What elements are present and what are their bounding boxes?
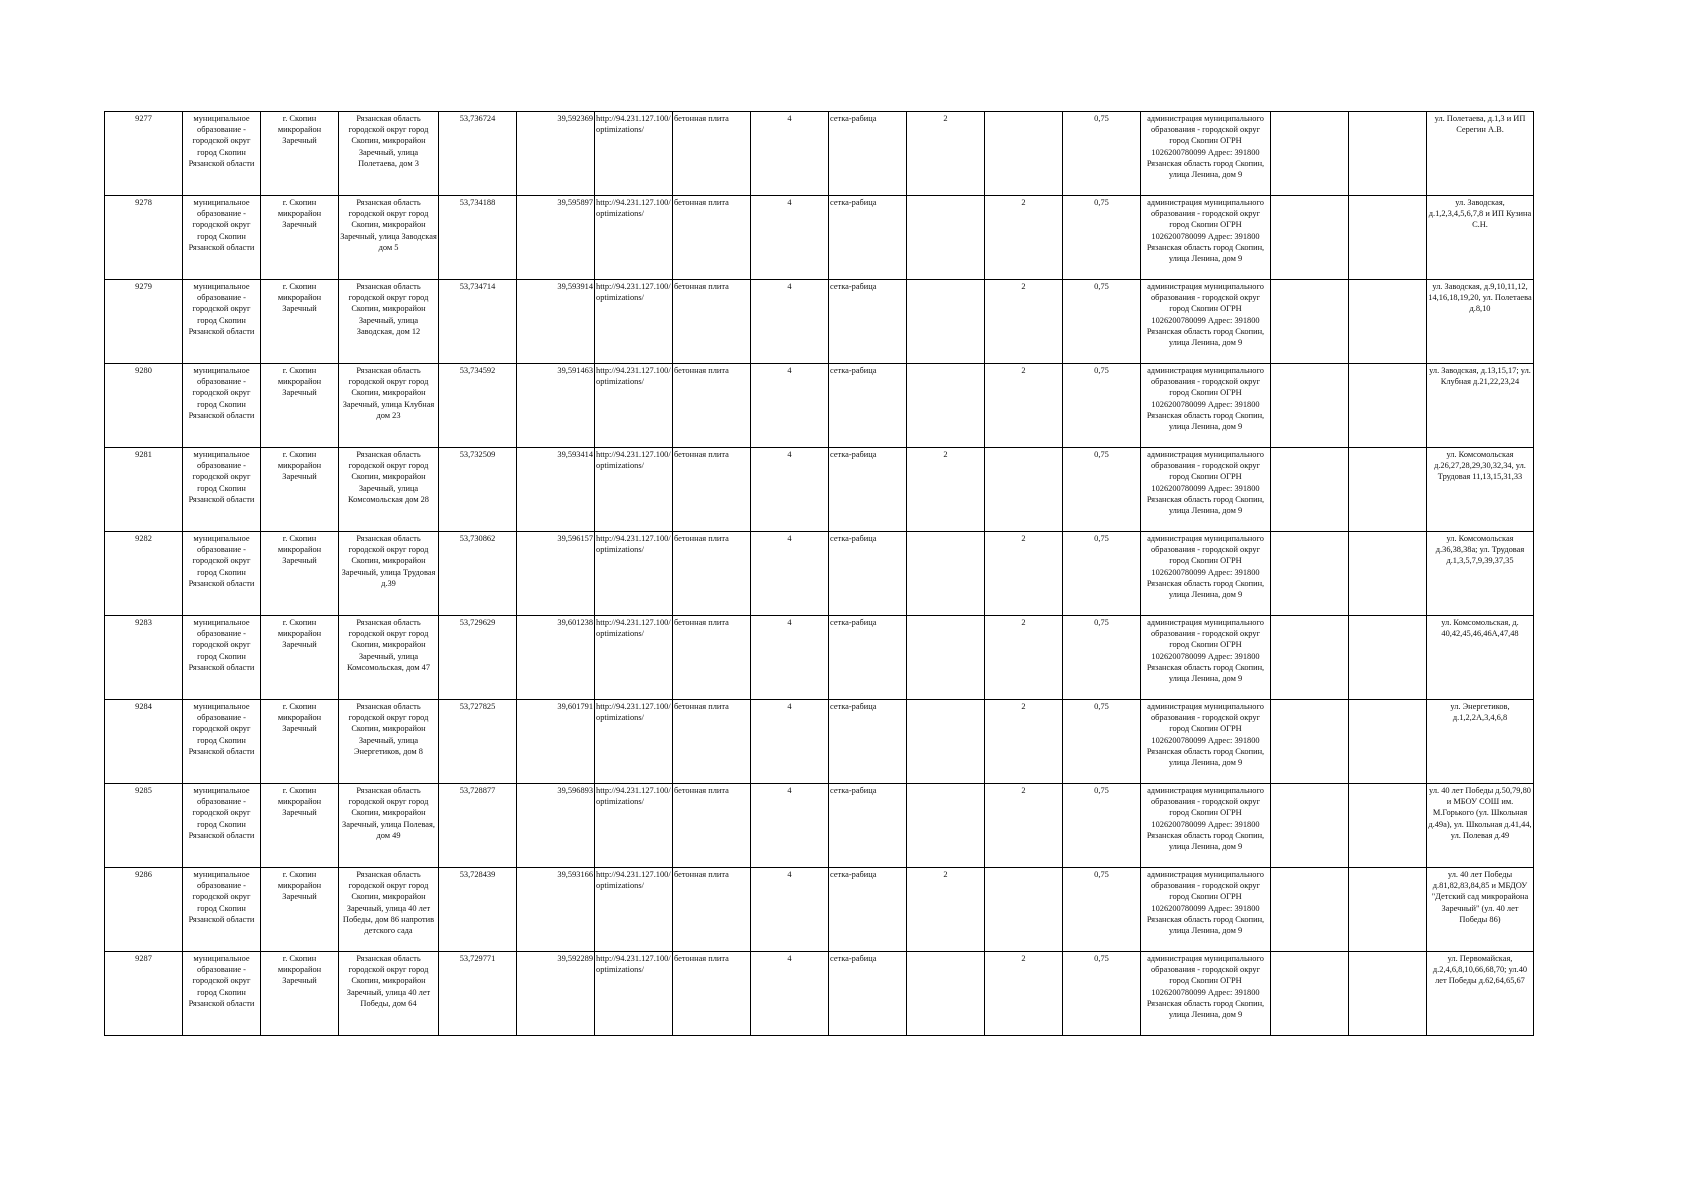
table-row bbox=[105, 532, 1534, 616]
longitude-cell: 39,593914 bbox=[517, 280, 595, 364]
table-row bbox=[105, 616, 1534, 700]
photo-link-cell[interactable]: http://94.231.127.100/optimizations/ bbox=[595, 196, 673, 280]
address-cell: Рязанская область городской округ город Скопин, микрорайон Заречный, улица Клубная дом 23 bbox=[339, 364, 439, 448]
photo-link-cell[interactable]: http://94.231.127.100/optimizations/ bbox=[595, 532, 673, 616]
district-cell: г. Скопин микрорайон Заречный bbox=[261, 700, 339, 784]
container-count-cell bbox=[907, 784, 985, 868]
surface-cell: бетонная плита bbox=[673, 532, 751, 616]
row-number-cell: 9286 bbox=[105, 868, 183, 952]
area-cell: 4 bbox=[751, 448, 829, 532]
surface-cell: бетонная плита bbox=[673, 868, 751, 952]
latitude-cell: 53,728877 bbox=[439, 784, 517, 868]
area-cell: 4 bbox=[751, 868, 829, 952]
longitude-cell: 39,596893 bbox=[517, 784, 595, 868]
fence-cell: сетка-рабица bbox=[829, 784, 907, 868]
latitude-cell: 53,734592 bbox=[439, 364, 517, 448]
photo-link-cell[interactable]: http://94.231.127.100/optimizations/ bbox=[595, 952, 673, 1036]
latitude-cell: 53,736724 bbox=[439, 112, 517, 196]
container-count-cell bbox=[907, 952, 985, 1036]
district-cell: г. Скопин микрорайон Заречный bbox=[261, 196, 339, 280]
container-count-alt-cell: 2 bbox=[985, 196, 1063, 280]
container-count-cell: 2 bbox=[907, 448, 985, 532]
holder-cell: администрация муниципального образования - городской округ город Скопин ОГРН 1026200780099 Адрес: 391800 Рязанская область город Скопин, улица Ленина, дом 9 bbox=[1141, 532, 1271, 616]
fence-cell: сетка-рабица bbox=[829, 616, 907, 700]
container-count-cell bbox=[907, 196, 985, 280]
owner-cell: муниципальное образование - городской округ город Скопин Рязанской области bbox=[183, 364, 261, 448]
address-cell: Рязанская область городской округ город Скопин, микрорайон Заречный, улица Трудовая д.39 bbox=[339, 532, 439, 616]
container-volume-cell: 0,75 bbox=[1063, 448, 1141, 532]
holder-cell: администрация муниципального образования - городской округ город Скопин ОГРН 1026200780099 Адрес: 391800 Рязанская область город Скопин, улица Ленина, дом 9 bbox=[1141, 448, 1271, 532]
holder-cell: администрация муниципального образования - городской округ город Скопин ОГРН 1026200780099 Адрес: 391800 Рязанская область город Скопин, улица Ленина, дом 9 bbox=[1141, 868, 1271, 952]
owner-cell: муниципальное образование - городской округ город Скопин Рязанской области bbox=[183, 784, 261, 868]
address-cell: Рязанская область городской округ город Скопин, микрорайон Заречный, улица 40 лет Победы, дом 86 напротив детского сада bbox=[339, 868, 439, 952]
row-number-cell: 9284 bbox=[105, 700, 183, 784]
container-volume-cell: 0,75 bbox=[1063, 196, 1141, 280]
empty-cell bbox=[1271, 196, 1349, 280]
fence-cell: сетка-рабица bbox=[829, 280, 907, 364]
surface-cell: бетонная плита bbox=[673, 280, 751, 364]
container-volume-cell: 0,75 bbox=[1063, 364, 1141, 448]
longitude-cell: 39,596157 bbox=[517, 532, 595, 616]
surface-cell: бетонная плита bbox=[673, 448, 751, 532]
empty-cell bbox=[1271, 700, 1349, 784]
container-count-cell: 2 bbox=[907, 112, 985, 196]
surface-cell: бетонная плита bbox=[673, 196, 751, 280]
waste-sources-cell: ул. Первомайская, д.2,4,6,8,10,66,68,70; ул.40 лет Победы д.62,64,65,67 bbox=[1427, 952, 1534, 1036]
surface-cell: бетонная плита bbox=[673, 364, 751, 448]
address-cell: Рязанская область городской округ город Скопин, микрорайон Заречный, улица Заводская дом 5 bbox=[339, 196, 439, 280]
waste-sources-cell: ул. Энергетиков, д.1,2,2А,3,4,6,8 bbox=[1427, 700, 1534, 784]
photo-link-cell[interactable]: http://94.231.127.100/optimizations/ bbox=[595, 616, 673, 700]
empty-cell bbox=[1349, 868, 1427, 952]
empty-cell bbox=[1349, 448, 1427, 532]
table-row bbox=[105, 448, 1534, 532]
address-cell: Рязанская область городской округ город Скопин, микрорайон Заречный, улица Комсомольская, дом 47 bbox=[339, 616, 439, 700]
longitude-cell: 39,595897 bbox=[517, 196, 595, 280]
waste-sources-cell: ул. Заводская, д.13,15,17; ул. Клубная д.21,22,23,24 bbox=[1427, 364, 1534, 448]
holder-cell: администрация муниципального образования - городской округ город Скопин ОГРН 1026200780099 Адрес: 391800 Рязанская область город Скопин, улица Ленина, дом 9 bbox=[1141, 616, 1271, 700]
waste-sources-cell: ул. Комсомольская д.26,27,28,29,30,32,34, ул. Трудовая 11,13,15,31,33 bbox=[1427, 448, 1534, 532]
district-cell: г. Скопин микрорайон Заречный bbox=[261, 784, 339, 868]
latitude-cell: 53,728439 bbox=[439, 868, 517, 952]
row-number-cell: 9280 bbox=[105, 364, 183, 448]
empty-cell bbox=[1349, 784, 1427, 868]
surface-cell: бетонная плита bbox=[673, 784, 751, 868]
table-row bbox=[105, 952, 1534, 1036]
empty-cell bbox=[1349, 532, 1427, 616]
fence-cell: сетка-рабица bbox=[829, 196, 907, 280]
longitude-cell: 39,592369 bbox=[517, 112, 595, 196]
row-number-cell: 9283 bbox=[105, 616, 183, 700]
latitude-cell: 53,729629 bbox=[439, 616, 517, 700]
owner-cell: муниципальное образование - городской округ город Скопин Рязанской области bbox=[183, 280, 261, 364]
table-row bbox=[105, 112, 1534, 196]
district-cell: г. Скопин микрорайон Заречный bbox=[261, 868, 339, 952]
container-volume-cell: 0,75 bbox=[1063, 952, 1141, 1036]
container-count-cell bbox=[907, 616, 985, 700]
empty-cell bbox=[1349, 616, 1427, 700]
holder-cell: администрация муниципального образования - городской округ город Скопин ОГРН 1026200780099 Адрес: 391800 Рязанская область город Скопин, улица Ленина, дом 9 bbox=[1141, 784, 1271, 868]
empty-cell bbox=[1271, 112, 1349, 196]
container-volume-cell: 0,75 bbox=[1063, 868, 1141, 952]
table-row bbox=[105, 700, 1534, 784]
longitude-cell: 39,593166 bbox=[517, 868, 595, 952]
container-volume-cell: 0,75 bbox=[1063, 700, 1141, 784]
empty-cell bbox=[1271, 532, 1349, 616]
container-count-alt-cell: 2 bbox=[985, 952, 1063, 1036]
address-cell: Рязанская область городской округ город Скопин, микрорайон Заречный, улица Полетаева, дом 3 bbox=[339, 112, 439, 196]
container-count-cell bbox=[907, 364, 985, 448]
row-number-cell: 9278 bbox=[105, 196, 183, 280]
row-number-cell: 9279 bbox=[105, 280, 183, 364]
district-cell: г. Скопин микрорайон Заречный bbox=[261, 532, 339, 616]
surface-cell: бетонная плита bbox=[673, 952, 751, 1036]
empty-cell bbox=[1271, 952, 1349, 1036]
waste-sources-cell: ул. Заводская, д.9,10,11,12, 14,16,18,19,20, ул. Полетаева д.8,10 bbox=[1427, 280, 1534, 364]
area-cell: 4 bbox=[751, 364, 829, 448]
container-volume-cell: 0,75 bbox=[1063, 784, 1141, 868]
longitude-cell: 39,591463 bbox=[517, 364, 595, 448]
container-count-cell: 2 bbox=[907, 868, 985, 952]
owner-cell: муниципальное образование - городской округ город Скопин Рязанской области bbox=[183, 448, 261, 532]
owner-cell: муниципальное образование - городской округ город Скопин Рязанской области bbox=[183, 952, 261, 1036]
photo-link-cell[interactable]: http://94.231.127.100/optimizations/ bbox=[595, 784, 673, 868]
owner-cell: муниципальное образование - городской округ город Скопин Рязанской области bbox=[183, 868, 261, 952]
waste-sources-cell: ул. Комсомольская д.36,38,38а; ул. Трудовая д.1,3,5,7,9,39,37,35 bbox=[1427, 532, 1534, 616]
row-number-cell: 9287 bbox=[105, 952, 183, 1036]
surface-cell: бетонная плита bbox=[673, 700, 751, 784]
table-row bbox=[105, 364, 1534, 448]
area-cell: 4 bbox=[751, 280, 829, 364]
area-cell: 4 bbox=[751, 952, 829, 1036]
container-count-alt-cell: 2 bbox=[985, 364, 1063, 448]
district-cell: г. Скопин микрорайон Заречный bbox=[261, 616, 339, 700]
row-number-cell: 9285 bbox=[105, 784, 183, 868]
latitude-cell: 53,729771 bbox=[439, 952, 517, 1036]
row-number-cell: 9282 bbox=[105, 532, 183, 616]
container-count-alt-cell: 2 bbox=[985, 616, 1063, 700]
photo-link-cell[interactable]: http://94.231.127.100/optimizations/ bbox=[595, 280, 673, 364]
container-count-alt-cell: 2 bbox=[985, 532, 1063, 616]
fence-cell: сетка-рабица bbox=[829, 532, 907, 616]
empty-cell bbox=[1271, 364, 1349, 448]
owner-cell: муниципальное образование - городской округ город Скопин Рязанской области bbox=[183, 532, 261, 616]
owner-cell: муниципальное образование - городской округ город Скопин Рязанской области bbox=[183, 700, 261, 784]
table-row bbox=[105, 280, 1534, 364]
area-cell: 4 bbox=[751, 616, 829, 700]
container-volume-cell: 0,75 bbox=[1063, 280, 1141, 364]
empty-cell bbox=[1271, 868, 1349, 952]
empty-cell bbox=[1271, 280, 1349, 364]
district-cell: г. Скопин микрорайон Заречный bbox=[261, 448, 339, 532]
empty-cell bbox=[1349, 364, 1427, 448]
row-number-cell: 9281 bbox=[105, 448, 183, 532]
area-cell: 4 bbox=[751, 112, 829, 196]
registry-table bbox=[104, 111, 1534, 1036]
district-cell: г. Скопин микрорайон Заречный bbox=[261, 952, 339, 1036]
waste-sources-cell: ул. Комсомольская, д. 40,42,45,46,46А,47,48 bbox=[1427, 616, 1534, 700]
address-cell: Рязанская область городской округ город Скопин, микрорайон Заречный, улица Заводская, дом 12 bbox=[339, 280, 439, 364]
row-number-cell: 9277 bbox=[105, 112, 183, 196]
container-count-alt-cell: 2 bbox=[985, 280, 1063, 364]
waste-sources-cell: ул. Полетаева, д.1,3 и ИП Серегин А.В. bbox=[1427, 112, 1534, 196]
empty-cell bbox=[1271, 616, 1349, 700]
area-cell: 4 bbox=[751, 700, 829, 784]
latitude-cell: 53,730862 bbox=[439, 532, 517, 616]
latitude-cell: 53,727825 bbox=[439, 700, 517, 784]
photo-link-cell[interactable]: http://94.231.127.100/optimizations/ bbox=[595, 112, 673, 196]
latitude-cell: 53,734188 bbox=[439, 196, 517, 280]
table-row bbox=[105, 868, 1534, 952]
fence-cell: сетка-рабица bbox=[829, 952, 907, 1036]
container-volume-cell: 0,75 bbox=[1063, 616, 1141, 700]
address-cell: Рязанская область городской округ город Скопин, микрорайон Заречный, улица 40 лет Победы, дом 64 bbox=[339, 952, 439, 1036]
container-count-alt-cell bbox=[985, 868, 1063, 952]
fence-cell: сетка-рабица bbox=[829, 700, 907, 784]
container-count-cell bbox=[907, 532, 985, 616]
container-count-alt-cell bbox=[985, 448, 1063, 532]
photo-link-cell[interactable]: http://94.231.127.100/optimizations/ bbox=[595, 364, 673, 448]
surface-cell: бетонная плита bbox=[673, 616, 751, 700]
longitude-cell: 39,592289 bbox=[517, 952, 595, 1036]
holder-cell: администрация муниципального образования - городской округ город Скопин ОГРН 1026200780099 Адрес: 391800 Рязанская область город Скопин, улица Ленина, дом 9 bbox=[1141, 952, 1271, 1036]
container-count-alt-cell: 2 bbox=[985, 784, 1063, 868]
container-volume-cell: 0,75 bbox=[1063, 112, 1141, 196]
owner-cell: муниципальное образование - городской округ город Скопин Рязанской области bbox=[183, 112, 261, 196]
empty-cell bbox=[1271, 784, 1349, 868]
longitude-cell: 39,601238 bbox=[517, 616, 595, 700]
fence-cell: сетка-рабица bbox=[829, 868, 907, 952]
district-cell: г. Скопин микрорайон Заречный bbox=[261, 112, 339, 196]
empty-cell bbox=[1349, 700, 1427, 784]
holder-cell: администрация муниципального образования - городской округ город Скопин ОГРН 1026200780099 Адрес: 391800 Рязанская область город Скопин, улица Ленина, дом 9 bbox=[1141, 700, 1271, 784]
holder-cell: администрация муниципального образования - городской округ город Скопин ОГРН 1026200780099 Адрес: 391800 Рязанская область город Скопин, улица Ленина, дом 9 bbox=[1141, 112, 1271, 196]
empty-cell bbox=[1271, 448, 1349, 532]
container-count-cell bbox=[907, 280, 985, 364]
empty-cell bbox=[1349, 196, 1427, 280]
photo-link-cell[interactable]: http://94.231.127.100/optimizations/ bbox=[595, 448, 673, 532]
table-row bbox=[105, 196, 1534, 280]
longitude-cell: 39,593414 bbox=[517, 448, 595, 532]
latitude-cell: 53,734714 bbox=[439, 280, 517, 364]
container-volume-cell: 0,75 bbox=[1063, 532, 1141, 616]
district-cell: г. Скопин микрорайон Заречный bbox=[261, 364, 339, 448]
container-count-alt-cell: 2 bbox=[985, 700, 1063, 784]
holder-cell: администрация муниципального образования - городской округ город Скопин ОГРН 1026200780099 Адрес: 391800 Рязанская область город Скопин, улица Ленина, дом 9 bbox=[1141, 196, 1271, 280]
waste-sources-cell: ул. 40 лет Победы д.50,79,80 и МБОУ СОШ им. М.Горького (ул. Школьная д.49а), ул. Школьная д.41,44, ул. Полевая д.49 bbox=[1427, 784, 1534, 868]
area-cell: 4 bbox=[751, 196, 829, 280]
latitude-cell: 53,732509 bbox=[439, 448, 517, 532]
fence-cell: сетка-рабица bbox=[829, 364, 907, 448]
address-cell: Рязанская область городской округ город Скопин, микрорайон Заречный, улица Комсомольская дом 28 bbox=[339, 448, 439, 532]
address-cell: Рязанская область городской округ город Скопин, микрорайон Заречный, улица Энергетиков, дом 8 bbox=[339, 700, 439, 784]
table-row bbox=[105, 784, 1534, 868]
surface-cell: бетонная плита bbox=[673, 112, 751, 196]
container-count-alt-cell bbox=[985, 112, 1063, 196]
holder-cell: администрация муниципального образования - городской округ город Скопин ОГРН 1026200780099 Адрес: 391800 Рязанская область город Скопин, улица Ленина, дом 9 bbox=[1141, 364, 1271, 448]
owner-cell: муниципальное образование - городской округ город Скопин Рязанской области bbox=[183, 616, 261, 700]
empty-cell bbox=[1349, 952, 1427, 1036]
photo-link-cell[interactable]: http://94.231.127.100/optimizations/ bbox=[595, 868, 673, 952]
district-cell: г. Скопин микрорайон Заречный bbox=[261, 280, 339, 364]
longitude-cell: 39,601791 bbox=[517, 700, 595, 784]
container-count-cell bbox=[907, 700, 985, 784]
table-body bbox=[105, 112, 1534, 1036]
area-cell: 4 bbox=[751, 784, 829, 868]
area-cell: 4 bbox=[751, 532, 829, 616]
fence-cell: сетка-рабица bbox=[829, 448, 907, 532]
empty-cell bbox=[1349, 112, 1427, 196]
empty-cell bbox=[1349, 280, 1427, 364]
holder-cell: администрация муниципального образования - городской округ город Скопин ОГРН 1026200780099 Адрес: 391800 Рязанская область город Скопин, улица Ленина, дом 9 bbox=[1141, 280, 1271, 364]
fence-cell: сетка-рабица bbox=[829, 112, 907, 196]
photo-link-cell[interactable]: http://94.231.127.100/optimizations/ bbox=[595, 700, 673, 784]
owner-cell: муниципальное образование - городской округ город Скопин Рязанской области bbox=[183, 196, 261, 280]
address-cell: Рязанская область городской округ город Скопин, микрорайон Заречный, улица Полевая, дом 49 bbox=[339, 784, 439, 868]
waste-sources-cell: ул. 40 лет Победы д.81,82,83,84,85 и МБДОУ "Детский сад микрорайона Заречный" (ул. 40 лет Победы 86) bbox=[1427, 868, 1534, 952]
waste-sources-cell: ул. Заводская, д.1,2,3,4,5,6,7,8 и ИП Кузина С.Н. bbox=[1427, 196, 1534, 280]
